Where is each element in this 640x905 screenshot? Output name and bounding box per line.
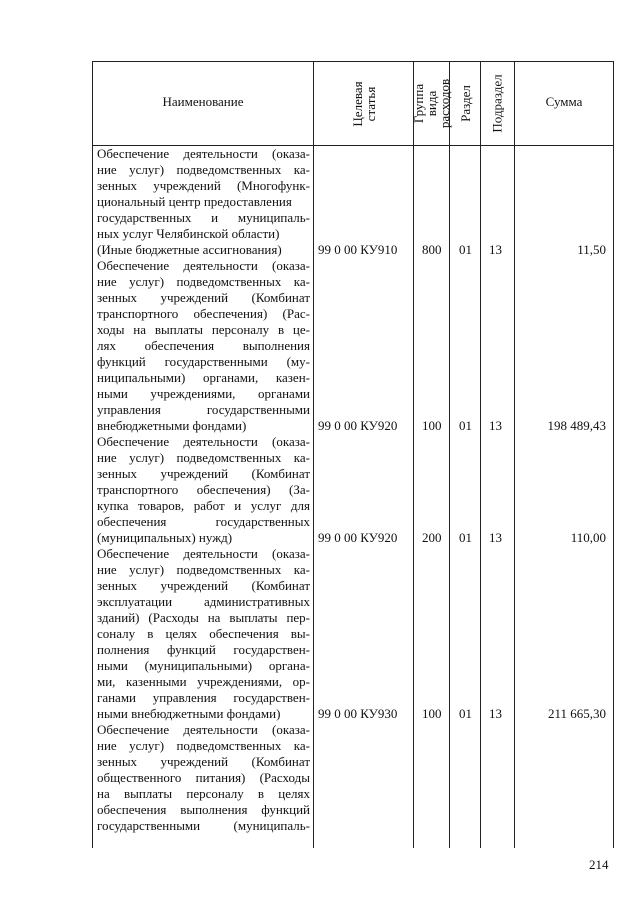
sum-value: 11,50 bbox=[577, 242, 606, 257]
section-code: 01 bbox=[459, 242, 472, 257]
header-subsection-cell bbox=[481, 62, 514, 145]
name-line: внебюджетными фондами) bbox=[97, 418, 247, 433]
name-line: Обеспечение деятельности (оказа- bbox=[97, 146, 310, 161]
table-row-name bbox=[97, 434, 310, 546]
name-line: ными внебюджетными фондами) bbox=[97, 706, 281, 721]
section-code: 01 bbox=[459, 530, 472, 545]
target-code: 99 0 00 КУ910 bbox=[318, 242, 398, 257]
sum-value: 198 489,43 bbox=[547, 418, 606, 433]
column-divider bbox=[313, 61, 314, 848]
name-line: государственных и муниципаль- bbox=[97, 210, 310, 225]
header-group: Группа вида расходов bbox=[411, 78, 452, 129]
sum-value: 110,00 bbox=[570, 530, 606, 545]
name-line: Обеспечение деятельности (оказа- bbox=[97, 434, 310, 449]
subsection-code: 13 bbox=[489, 242, 502, 257]
group-code: 200 bbox=[422, 530, 442, 545]
header-name: Наименование bbox=[162, 94, 244, 109]
name-line: Обеспечение деятельности (оказа- bbox=[97, 722, 310, 737]
header-target-cell bbox=[314, 62, 413, 145]
subsection-code: 13 bbox=[489, 706, 502, 721]
name-line: циональный центр предоставления bbox=[97, 194, 292, 209]
name-line: Обеспечение деятельности (оказа- bbox=[97, 258, 310, 273]
table-row-name bbox=[97, 146, 310, 258]
header-section: Раздел bbox=[457, 85, 473, 122]
name-line: ние услуг) подведомственных ка- bbox=[97, 450, 310, 465]
name-line: ние услуг) подведомственных ка- bbox=[97, 562, 310, 577]
header-subsection: Подраздел bbox=[490, 74, 506, 133]
name-line: ными учреждениями, органами bbox=[97, 386, 310, 401]
page-number: 214 bbox=[589, 857, 609, 872]
header-sum: Сумма bbox=[545, 94, 583, 109]
table-row-name bbox=[97, 722, 310, 834]
name-line: ходы на выплаты персоналу в це- bbox=[97, 322, 310, 337]
name-line: ние услуг) подведомственных ка- bbox=[97, 738, 310, 753]
name-line: ными (муниципальными) органа- bbox=[97, 658, 310, 673]
name-line: ных услуг Челябинской области) bbox=[97, 226, 280, 241]
target-code: 99 0 00 КУ920 bbox=[318, 530, 398, 545]
group-code: 100 bbox=[422, 706, 442, 721]
group-code: 800 bbox=[422, 242, 442, 257]
name-line: купка товаров, работ и услуг для bbox=[97, 498, 310, 513]
name-line: (Иные бюджетные ассигнования) bbox=[97, 242, 282, 257]
name-line: зенных учреждений (Комбинат bbox=[97, 578, 310, 593]
name-line: зданий) (Расходы на выплаты пер- bbox=[97, 610, 310, 625]
name-line: зенных учреждений (Комбинат bbox=[97, 754, 310, 769]
name-line: транспортного обеспечения) (Рас- bbox=[97, 306, 310, 321]
section-code: 01 bbox=[459, 418, 472, 433]
name-line: общественного питания) (Расходы bbox=[97, 770, 310, 785]
name-line: (муниципальных) нужд) bbox=[97, 530, 233, 545]
name-line: обеспечения государственных bbox=[97, 514, 310, 529]
name-line: ганами управления государствен- bbox=[97, 690, 310, 705]
name-line: ми, казенными учреждениями, ор- bbox=[97, 674, 310, 689]
name-line: эксплуатации административных bbox=[97, 594, 310, 609]
table-row-name bbox=[97, 546, 310, 722]
name-line: транспортного обеспечения) (За- bbox=[97, 482, 310, 497]
name-line: зенных учреждений (Комбинат bbox=[97, 466, 310, 481]
name-line: Обеспечение деятельности (оказа- bbox=[97, 546, 310, 561]
subsection-code: 13 bbox=[489, 530, 502, 545]
target-code: 99 0 00 КУ930 bbox=[318, 706, 398, 721]
name-line: функций государственными (му- bbox=[97, 354, 310, 369]
column-divider bbox=[449, 61, 450, 848]
name-line: ние услуг) подведомственных ка- bbox=[97, 162, 310, 177]
column-divider bbox=[514, 61, 515, 848]
name-line: зенных учреждений (Многофунк- bbox=[97, 178, 310, 193]
section-code: 01 bbox=[459, 706, 472, 721]
name-line: зенных учреждений (Комбинат bbox=[97, 290, 310, 305]
name-line: государственными (муниципаль- bbox=[97, 818, 310, 833]
name-line: соналу в целях обеспечения вы- bbox=[97, 626, 310, 641]
header-section-cell bbox=[450, 62, 480, 145]
name-line: обеспечения выполнения функций bbox=[97, 802, 310, 817]
header-target: Целевая статья bbox=[349, 80, 378, 127]
header-group-cell bbox=[411, 62, 452, 145]
column-divider bbox=[413, 61, 414, 848]
table-border-left bbox=[92, 61, 93, 848]
name-line: управления государственными bbox=[97, 402, 310, 417]
target-code: 99 0 00 КУ920 bbox=[318, 418, 398, 433]
name-line: ние услуг) подведомственных ка- bbox=[97, 274, 310, 289]
subsection-code: 13 bbox=[489, 418, 502, 433]
table-border-right bbox=[613, 61, 614, 848]
name-line: лях обеспечения выполнения bbox=[97, 338, 310, 353]
name-line: полнения функций государствен- bbox=[97, 642, 310, 657]
group-code: 100 bbox=[422, 418, 442, 433]
column-divider bbox=[480, 61, 481, 848]
name-line: на выплаты персоналу в целях bbox=[97, 786, 310, 801]
table-row-name bbox=[97, 258, 310, 434]
name-line: ниципальными) органами, казен- bbox=[97, 370, 310, 385]
sum-value: 211 665,30 bbox=[547, 706, 606, 721]
